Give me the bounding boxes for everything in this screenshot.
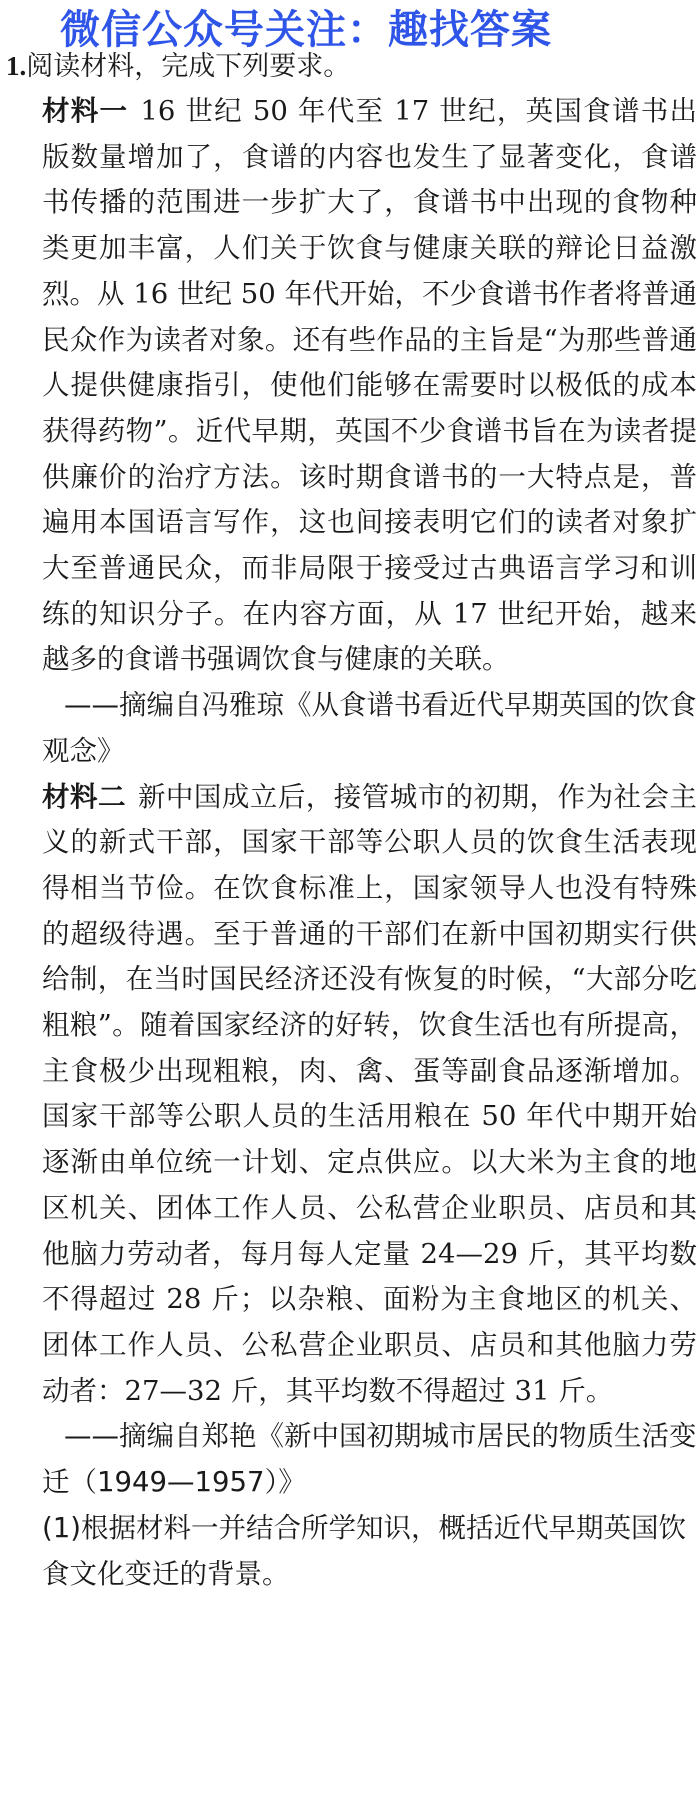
material-one-text: 16 世纪 50 年代至 17 世纪，英国食谱书出版数量增加了，食谱的内容也发生了显著变化，食谱书传播的范围进一步扩大了，食谱书中出现的食物种类更加丰富，人们关于饮食与健康关联的辩论日益激烈。从 16 世纪 50 年代开始，不少食谱书作者将普通民众作为读者对象。还有些作品的主旨是“为那些普通人提供健康指引，使他们能够在需要时以极低的成本获得药物”。近代早期，英国不少食谱书旨在为读者提供廉价的治疗方法。该时期食谱书的一大特点是，普遍用本国语言写作，这也间接表明它们的读者对象扩大至普通民众，而非局限于接受过古典语言学习和训练的知识分子。在内容方面，从 17 世纪开始，越来越多的食谱书强调饮食与健康的关联。 [42,95,698,676]
sub-question-1: (1)根据材料一并结合所学知识，概括近代早期英国饮食文化变迁的背景。 [42,1511,686,1590]
question-instruction: 阅读材料，完成下列要求。 [26,51,351,82]
question-header [6,44,696,89]
material-two-label: 材料二 [42,780,126,813]
exam-question [6,44,696,1597]
material-one-source: ——摘编自冯雅琼《从食谱书看近代早期英国的饮食观念》 [42,689,697,767]
material-one [42,89,697,683]
material-two [42,775,697,1415]
material-one-label: 材料一 [42,95,129,127]
material-two-source: ——摘编自郑艳《新中国初期城市居民的物质生活变迁（1949—1957）》 [42,1420,697,1499]
question-number: 1. [6,51,27,81]
material-two-text: 新中国成立后，接管城市的初期，作为社会主义的新式干部，国家干部等公职人员的饮食生活表现得相当节俭。在饮食标准上，国家领导人也没有特殊的超级待遇。至于普通的干部们在新中国初期实行供给制，在当时国民经济还没有恢复的时候，“大部分吃粗粮”。随着国家经济的好转，饮食生活也有所提高，主食极少出现粗粮，肉、禽、蛋等副食品逐渐增加。国家干部等公职人员的生活用粮在 50 年代中期开始逐渐由单位统一计划、定点供应。以大米为主食的地区机关、团体工作人员、公私营企业职员、店员和其他脑力劳动者，每月每人定量 24—29 斤，其平均数不得超过 28 斤；以杂粮、面粉为主食地区的机关、团体工作人员、公私营企业职员、店员和其他脑力劳动者：27—32 斤，其平均数不得超过 31 斤。 [42,780,698,1407]
watermark-text: 微信公众号关注：趣找答案 [60,7,552,53]
